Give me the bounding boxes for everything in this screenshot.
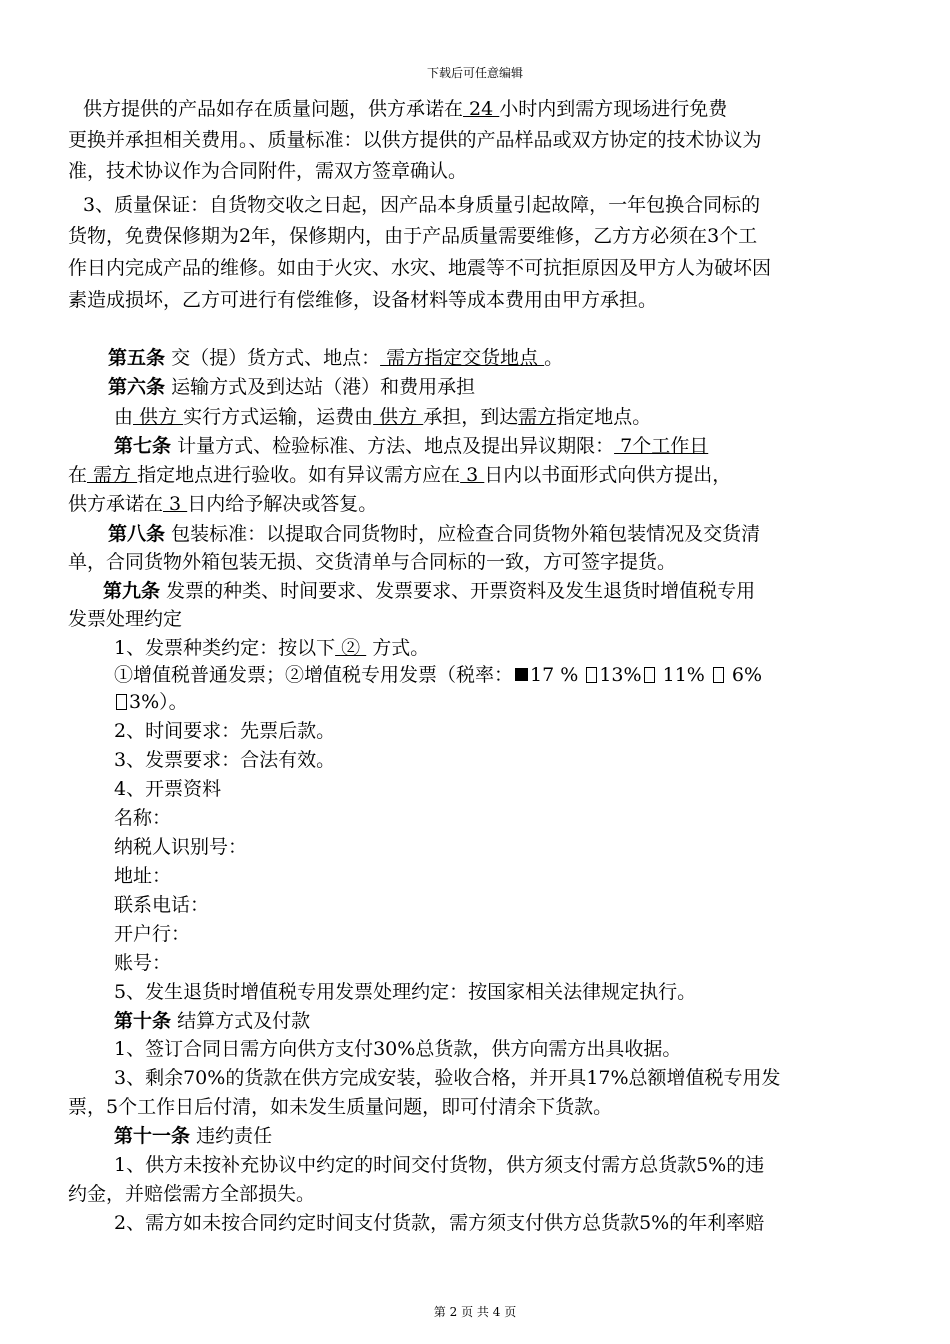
- article-10-line-2: 3、剩余70%的货款在供方完成安装，验收合格，并开具17%总额增值税专用发: [114, 1067, 781, 1089]
- time-requirement: 2、时间要求：先票后款。: [114, 720, 336, 742]
- p1-line-1: 供方提供的产品如存在质量问题，供方承诺在 24 小时内到需方现场进行免费: [83, 98, 728, 120]
- article-9-line-2: 发票处理约定: [68, 608, 183, 630]
- page-footer: 第 2 页 共 4 页: [433, 1305, 517, 1319]
- field-tax-id: 纳税人识别号：: [114, 836, 248, 858]
- p1-line-3: 准，技术协议作为合同附件，需双方签章确认。: [68, 160, 468, 182]
- article-7-line-3: 供方承诺在 3 日内给予解决或答复。: [68, 493, 378, 515]
- return-invoice-rule: 5、发生退货时增值税专用发票处理约定：按国家相关法律规定执行。: [114, 981, 697, 1003]
- checkbox-empty-icon: [644, 667, 655, 683]
- article-8-line-2: 单，合同货物外箱包装无损、交货清单与合同标的一致，方可签字提货。: [68, 551, 677, 573]
- article-11-line-1: 1、供方未按补充协议中约定的时间交付货物，供方须支付需方总货款5%的违: [114, 1154, 765, 1176]
- billing-info-heading: 4、开票资料: [114, 778, 222, 800]
- article-7-title: 第七条 计量方式、检验标准、方法、地点及提出异议期限： 7个工作日: [114, 435, 709, 457]
- article-6-title: 第六条 运输方式及到达站（港）和费用承担: [108, 376, 476, 398]
- p1-line-2: 更换并承担相关费用。、质量标准：以供方提供的产品样品或双方协定的技术协议为: [68, 129, 762, 151]
- p2-line-4: 素造成损坏，乙方可进行有偿维修，设备材料等成本费用由甲方承担。: [68, 289, 658, 311]
- field-phone: 联系电话：: [114, 894, 210, 916]
- checkbox-empty-icon: [586, 667, 597, 683]
- checkbox-empty-icon: [713, 667, 724, 683]
- p2-line-1: 3、质量保证：自货物交收之日起，因产品本身质量引起故障，一年包换合同标的: [83, 194, 761, 216]
- page-header: 下载后可任意编辑: [426, 66, 523, 80]
- invoice-type-line: 1、发票种类约定：按以下 ② 方式。: [114, 637, 430, 659]
- article-9-line-1: 第九条 发票的种类、时间要求、发票要求、开票资料及发生退货时增值税专用: [103, 580, 756, 602]
- field-address: 地址：: [114, 865, 172, 887]
- article-11-line-3: 2、需方如未按合同约定时间支付货款，需方须支付供方总货款5%的年利率赔: [114, 1212, 765, 1234]
- article-11-line-2: 约金，并赔偿需方全部损失。: [68, 1183, 316, 1205]
- article-6-line-2: 由 供方 实行方式运输，运费由 供方 承担，到达需方指定地点。: [114, 406, 652, 428]
- page-total: 4: [492, 1305, 501, 1319]
- article-7-line-2: 在 需方 指定地点进行验收。如有异议需方应在 3 日内以书面形式向供方提出，: [68, 464, 732, 486]
- p2-line-3: 作日内完成产品的维修。如由于火灾、水灾、地震等不可抗拒原因及甲方人为破坏因: [68, 257, 772, 279]
- page-number: 2: [449, 1305, 458, 1319]
- field-bank: 开户行：: [114, 923, 191, 945]
- tax-rate-line: ①增值税普通发票；②增值税专用发票（税率： 17 % 13% 11% 6%: [114, 664, 763, 686]
- article-5: 第五条 交（提）货方式、地点： 需方指定交货地点 。: [108, 347, 564, 369]
- tax-rate-line-2: 3%）。: [114, 689, 188, 715]
- field-account: 账号：: [114, 952, 172, 974]
- delivery-place-value: 需方指定交货地点: [380, 347, 545, 369]
- article-10-line-3: 票，5个工作日后付清，如未发生质量问题，即可付清余下货款。: [68, 1096, 613, 1118]
- invoice-requirement: 3、发票要求：合法有效。: [114, 749, 336, 771]
- article-10-title: 第十条 结算方式及付款: [114, 1010, 311, 1032]
- p2-line-2: 货物，免费保修期为2年，保修期内，由于产品质量需要维修，乙方方必须在3个工: [68, 225, 758, 247]
- checkbox-empty-icon: [116, 694, 127, 710]
- field-name: 名称：: [114, 807, 172, 829]
- article-8-line-1: 第八条 包装标准：以提取合同货物时，应检查合同货物外箱包装情况及交货清: [108, 523, 761, 545]
- checkbox-checked-icon: [515, 668, 528, 681]
- article-11-title: 第十一条 违约责任: [114, 1125, 273, 1147]
- hours-value: 24: [463, 98, 500, 120]
- article-10-line-1: 1、签订合同日需方向供方支付30%总货款，供方向需方出具收据。: [114, 1038, 682, 1060]
